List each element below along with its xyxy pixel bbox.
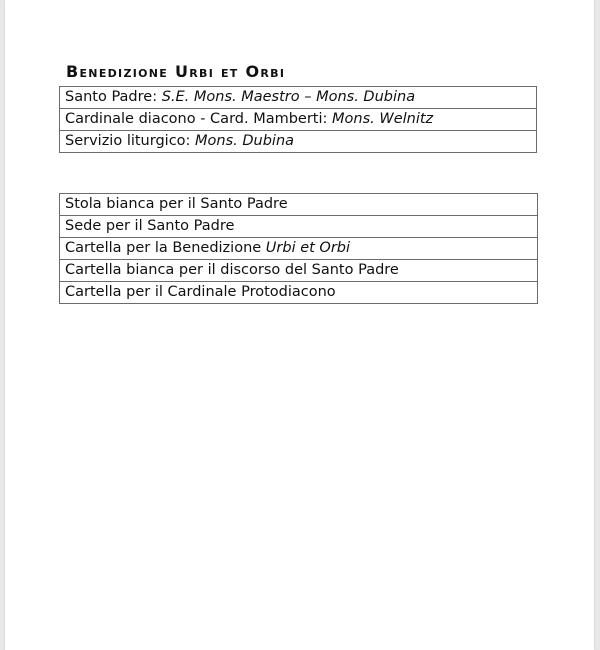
section-heading: Benedizione Urbi et Orbi — [66, 62, 286, 81]
items-table — [59, 193, 538, 304]
table-cell — [60, 87, 537, 109]
table-cell — [60, 238, 538, 260]
cell-text: Sede per il Santo Padre — [65, 218, 235, 234]
assignments-table — [59, 86, 537, 153]
table-row — [60, 238, 538, 260]
table-row — [60, 260, 538, 282]
table-cell — [60, 282, 538, 304]
table-cell — [60, 260, 538, 282]
table-row — [60, 87, 537, 109]
table-row — [60, 131, 537, 153]
table-row — [60, 216, 538, 238]
cell-label: Servizio liturgico: — [65, 133, 196, 149]
cell-text: Cartella per il Cardinale Protodiacono — [65, 284, 336, 300]
cell-text: Stola bianca per il Santo Padre — [65, 196, 288, 212]
cell-text: Cartella per la Benedizione — [65, 240, 266, 256]
cell-names: S.E. Mons. Maestro – Mons. Dubina — [161, 89, 416, 105]
cell-text: Cartella bianca per il discorso del Santo Padre — [65, 262, 399, 278]
cell-names: Mons. Welnitz — [332, 111, 434, 127]
cell-label: Cardinale diacono - Card. Mamberti: — [65, 111, 333, 127]
table-cell — [60, 131, 537, 153]
table-cell — [60, 216, 538, 238]
cell-label: Santo Padre: — [65, 89, 162, 105]
cell-italic: Urbi et Orbi — [265, 240, 351, 256]
table-row — [60, 194, 538, 216]
table-cell — [60, 109, 537, 131]
table-row — [60, 109, 537, 131]
document-page — [5, 0, 594, 650]
cell-names: Mons. Dubina — [195, 133, 295, 149]
table-row — [60, 282, 538, 304]
table-cell — [60, 194, 538, 216]
